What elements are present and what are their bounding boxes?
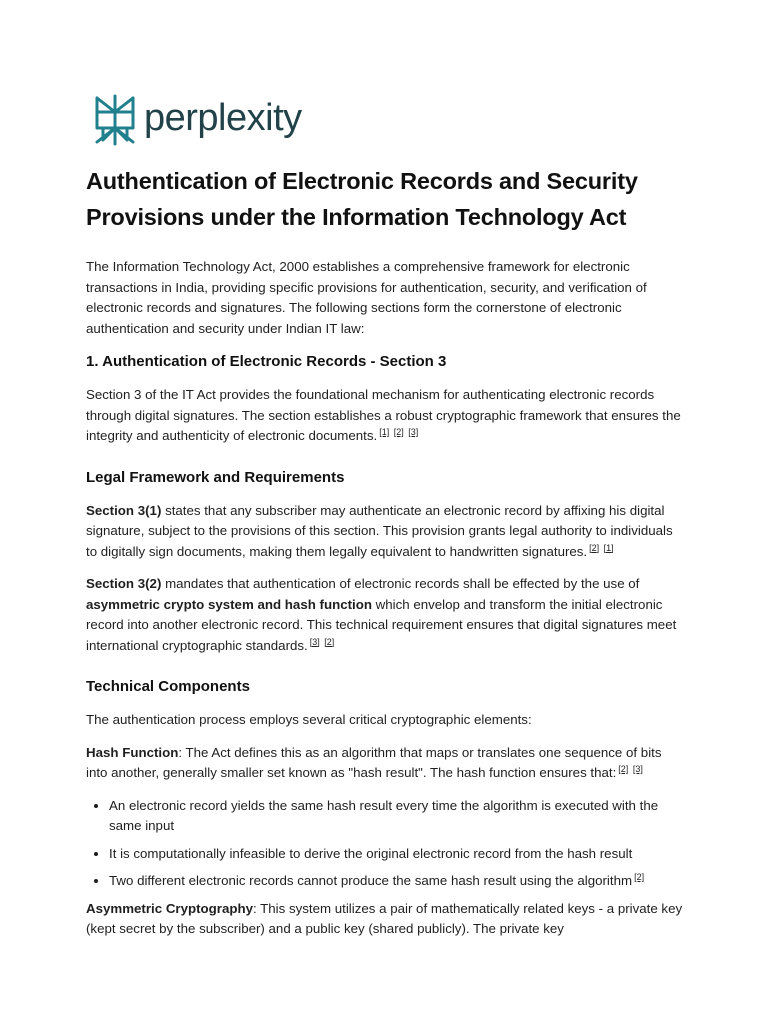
asymmetric-cryptography-label: Asymmetric Cryptography [86,900,253,916]
section-3-2-paragraph [86,574,686,656]
section-3-2-label: Section 3(2) [86,576,162,591]
hash-function-label: Hash Function [86,744,179,760]
list-item-text: Two different electronic records cannot produce the same hash result using the algorithm [109,873,633,888]
citation-link[interactable]: [2] [324,636,335,647]
perplexity-logo[interactable] [94,94,302,146]
citation-link[interactable]: [2] [589,542,600,553]
intro-paragraph: The Information Technology Act, 2000 establishes a comprehensive framework for electronic transactions in India, providing specific provisions for authentication, security, and verification of electronic records and signatures. The following sections form the cornerstone of electronic authentication and security under Indian IT law: [86,259,647,336]
article [86,163,686,952]
technical-intro: The authentication process employs several critical cryptographic elements: [86,712,532,727]
citation-link[interactable]: [3] [309,636,320,647]
citation-link[interactable]: [1] [603,542,614,553]
section-3-2-text-b: which envelop and transform the initial electronic record into another electronic record. This technical requirement ensures that digital signatures meet international cryptographic standards. [86,596,677,653]
asymmetric-cryptography-text: : This system utilizes a pair of mathematically related keys - a private key (kept secret by the subscriber) and a public key (shared publicly). The private key [86,900,683,936]
perplexity-logo-icon [94,94,136,146]
hash-properties-list [86,796,686,892]
page-title: Authentication of Electronic Records and Security Provisions under the Information Technology Act [86,168,638,230]
citation-link[interactable]: [3] [632,764,643,774]
citation-link[interactable]: [2] [618,764,629,774]
hash-function-paragraph [86,743,686,784]
section-3-1-label: Section 3(1) [86,502,162,518]
section-1-text: Section 3 of the IT Act provides the foundational mechanism for authenticating electronic records through digital signatures. The section establishes a robust cryptographic framework that ensures the integrity and authenticity of electronic documents. [86,387,681,443]
citation-link[interactable]: [2] [393,427,404,437]
hash-function-text: : The Act defines this as an algorithm that maps or translates one sequence of bits into another, generally smaller set known as "hash result". The hash function ensures that: [86,744,662,780]
section-1-paragraph [86,385,686,447]
list-item [109,871,686,892]
section-1-heading: 1. Authentication of Electronic Records - Section 3 [86,353,447,370]
section-3-2-text-a: mandates that authentication of electronic records shall be effected by the use of [161,576,640,591]
citation-link[interactable]: [2] [634,872,645,882]
section-3-1-paragraph [86,501,686,563]
citation-link[interactable]: [3] [408,427,419,437]
citation-link[interactable]: [1] [379,427,390,437]
legal-framework-heading: Legal Framework and Requirements [86,468,345,486]
list-item: • An electronic record yields the same hash result every time the algorithm is executed with the same input [109,796,686,837]
technical-components-heading: Technical Components [86,678,250,695]
section-3-1-text: states that any subscriber may authenticate an electronic record by affixing his digital signature, subject to the provisions of this section. This provision grants legal authority to individuals to digitally sign documents, making them legally equivalent to handwritten signatures. [86,502,673,559]
list-item: • It is computationally infeasible to derive the original electronic record from the hash result [109,844,686,865]
brand-name: perplexity [144,97,302,139]
section-3-2-emphasis: asymmetric crypto system and hash function [86,596,372,612]
asymmetric-cryptography-paragraph [86,899,686,940]
